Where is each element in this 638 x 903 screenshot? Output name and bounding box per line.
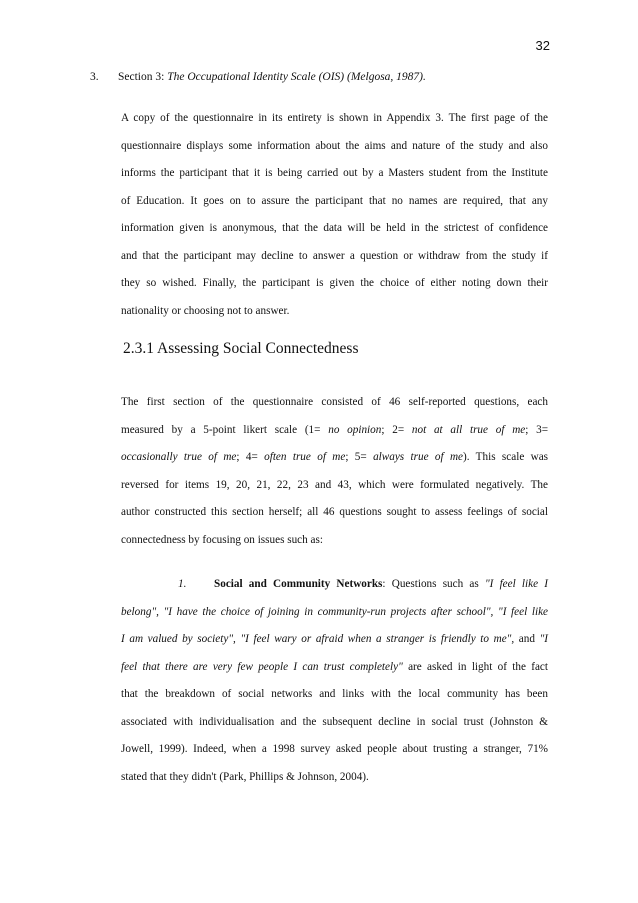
paragraph-line: nationality or choosing not to answer.	[121, 304, 290, 317]
paragraph-line: measured by a 5-point likert scale (1= no opinion; 2= not at all true of me; 3=	[121, 423, 549, 436]
subsection-heading: 2.3.1 Assessing Social Connectedness	[123, 340, 359, 357]
paragraph-line: and that the participant may decline to answer a question or withdraw from the study if	[121, 249, 548, 262]
paragraph-scale	[121, 389, 548, 554]
paragraph-line: reversed for items 19, 20, 21, 22, 23 and 43, which were formulated negatively. The	[121, 478, 548, 491]
paragraph-line: occasionally true of me; 4= often true of me; 5= always true of me). This scale was	[121, 451, 549, 463]
paragraph-intro	[121, 105, 548, 325]
paragraph-line: questionnaire displays some information about the aims and nature of the study and also	[121, 139, 548, 152]
paragraph-line: they so wished. Finally, the participant is given the choice of either noting down their	[121, 277, 548, 289]
paragraph-line: feel that there are very few people I can trust completely" are asked in light of the fact	[121, 660, 548, 673]
section-title: The Occupational Identity Scale (OIS) (Melgosa, 1987).	[167, 71, 426, 83]
paragraph-line: The first section of the questionnaire consisted of 46 self-reported questions, each	[121, 396, 548, 408]
paragraph-line: belong", "I have the choice of joining in community-run projects after school", "I feel like	[121, 605, 548, 618]
paragraph-line: author constructed this section herself; all 46 questions sought to assess feelings of social	[121, 506, 548, 518]
section-heading	[90, 71, 560, 83]
paragraph-line: connectedness by focusing on issues such as:	[121, 533, 323, 546]
paragraph-line: of Education. It goes on to assure the participant that no names are required, that any	[121, 194, 548, 207]
paragraph-line: that the breakdown of social networks and links with the local community has been	[121, 688, 548, 700]
list-item-number: 1.	[178, 578, 187, 590]
paragraph-line: 1. Social and Community Networks: Questions such as "I feel like I	[121, 571, 548, 599]
paragraph-line: I am valued by society", "I feel wary or afraid when a stranger is friendly to me", and "I	[121, 633, 548, 645]
list-item-social-networks	[121, 571, 548, 791]
section-prefix: Section 3:	[118, 71, 168, 83]
paragraph-line: Jowell, 1999). Indeed, when a 1998 survey asked people about trusting a stranger, 71%	[121, 743, 548, 755]
page-number: 32	[535, 38, 550, 53]
paragraph-line: stated that they didn't (Park, Phillips & Johnson, 2004).	[121, 770, 369, 783]
paragraph-line: informs the participant that it is being carried out by a Masters student from the Institute	[121, 167, 548, 179]
paragraph-line: associated with individualisation and the subsequent decline in social trust (Johnston &	[121, 715, 548, 728]
list-item-title: Social and Community Networks	[214, 578, 383, 590]
paragraph-line: A copy of the questionnaire in its entirety is shown in Appendix 3. The first page of the	[121, 112, 548, 124]
section-number: 3.	[90, 71, 99, 83]
paragraph-line: information given is anonymous, that the data will be held in the strictest of confidence	[121, 222, 548, 234]
